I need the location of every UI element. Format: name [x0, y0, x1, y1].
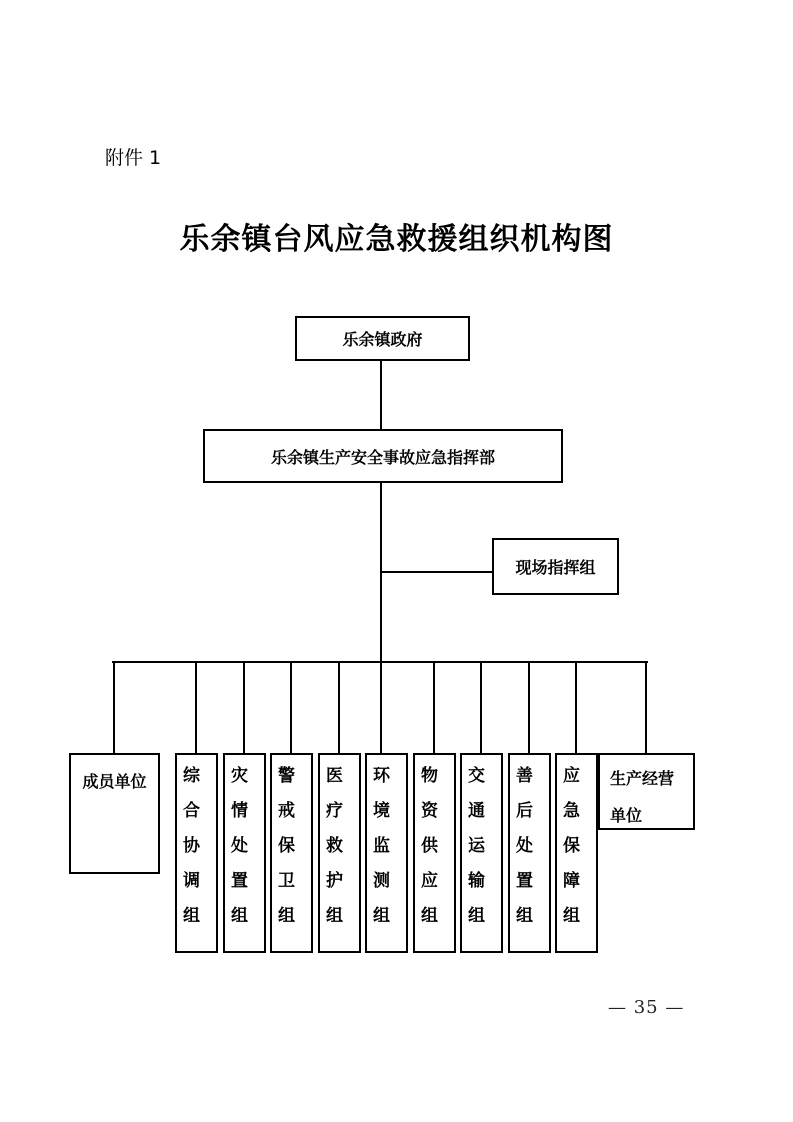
connector-drop-member-units — [113, 663, 115, 753]
org-box-production-units — [598, 753, 695, 830]
org-box-group-material-supply-label: 物资供应组 — [417, 765, 437, 941]
org-box-group-disaster-response — [223, 753, 266, 953]
org-box-group-transportation — [460, 753, 503, 953]
org-box-group-comprehensive-coordination — [175, 753, 218, 953]
org-box-group-transportation-label: 交通运输组 — [464, 765, 484, 941]
connector-drop-group-3 — [290, 663, 292, 753]
org-box-group-emergency-support — [555, 753, 598, 953]
org-box-member-units — [69, 753, 160, 874]
org-box-town-government-label: 乐余镇政府 — [342, 330, 423, 349]
org-box-emergency-headquarters-label: 乐余镇生产安全事故应急指挥部 — [270, 447, 495, 467]
connector-branch-site-command — [381, 571, 492, 573]
org-box-group-aftermath-disposal-label: 善后处置组 — [512, 765, 532, 941]
org-box-member-units-label: 成员单位 — [82, 772, 147, 791]
org-box-group-comprehensive-coordination-label: 综合协调组 — [179, 765, 199, 941]
org-box-site-command-group-label: 现场指挥组 — [515, 558, 596, 577]
connector-drop-group-5 — [380, 663, 382, 753]
org-box-group-emergency-support-label: 应急保障组 — [559, 765, 579, 941]
attachment-label: 附件 1 — [105, 147, 162, 169]
org-box-group-disaster-response-label: 灾情处置组 — [227, 765, 247, 941]
connector-drop-group-2 — [243, 663, 245, 753]
connector-drop-group-8 — [528, 663, 530, 753]
connector-drop-group-6 — [433, 663, 435, 753]
connector-drop-group-9 — [575, 663, 577, 753]
org-box-production-units-label: 生产经营单位 — [610, 769, 675, 825]
org-box-group-aftermath-disposal — [508, 753, 551, 953]
org-box-group-medical-rescue-label: 医疗救护组 — [322, 765, 342, 941]
org-box-group-medical-rescue — [318, 753, 361, 953]
connector-drop-group-1 — [195, 663, 197, 753]
connector-drop-group-4 — [338, 663, 340, 753]
org-box-group-material-supply — [413, 753, 456, 953]
org-box-group-security-guard — [270, 753, 313, 953]
org-box-site-command-group — [492, 538, 619, 595]
connector-drop-production-units — [645, 663, 647, 753]
org-box-emergency-headquarters — [203, 429, 563, 483]
org-box-group-environment-monitoring-label: 环境监测组 — [369, 765, 389, 941]
page-number: — 35 — — [608, 997, 685, 1018]
org-box-town-government — [295, 316, 470, 361]
connector-headquarters-stem — [380, 483, 382, 663]
org-box-group-security-guard-label: 警戒保卫组 — [274, 765, 294, 941]
page-title: 乐余镇台风应急救援组织机构图 — [179, 222, 614, 257]
connector-government-to-headquarters — [380, 361, 382, 429]
connector-drop-group-7 — [480, 663, 482, 753]
org-box-group-environment-monitoring — [365, 753, 408, 953]
